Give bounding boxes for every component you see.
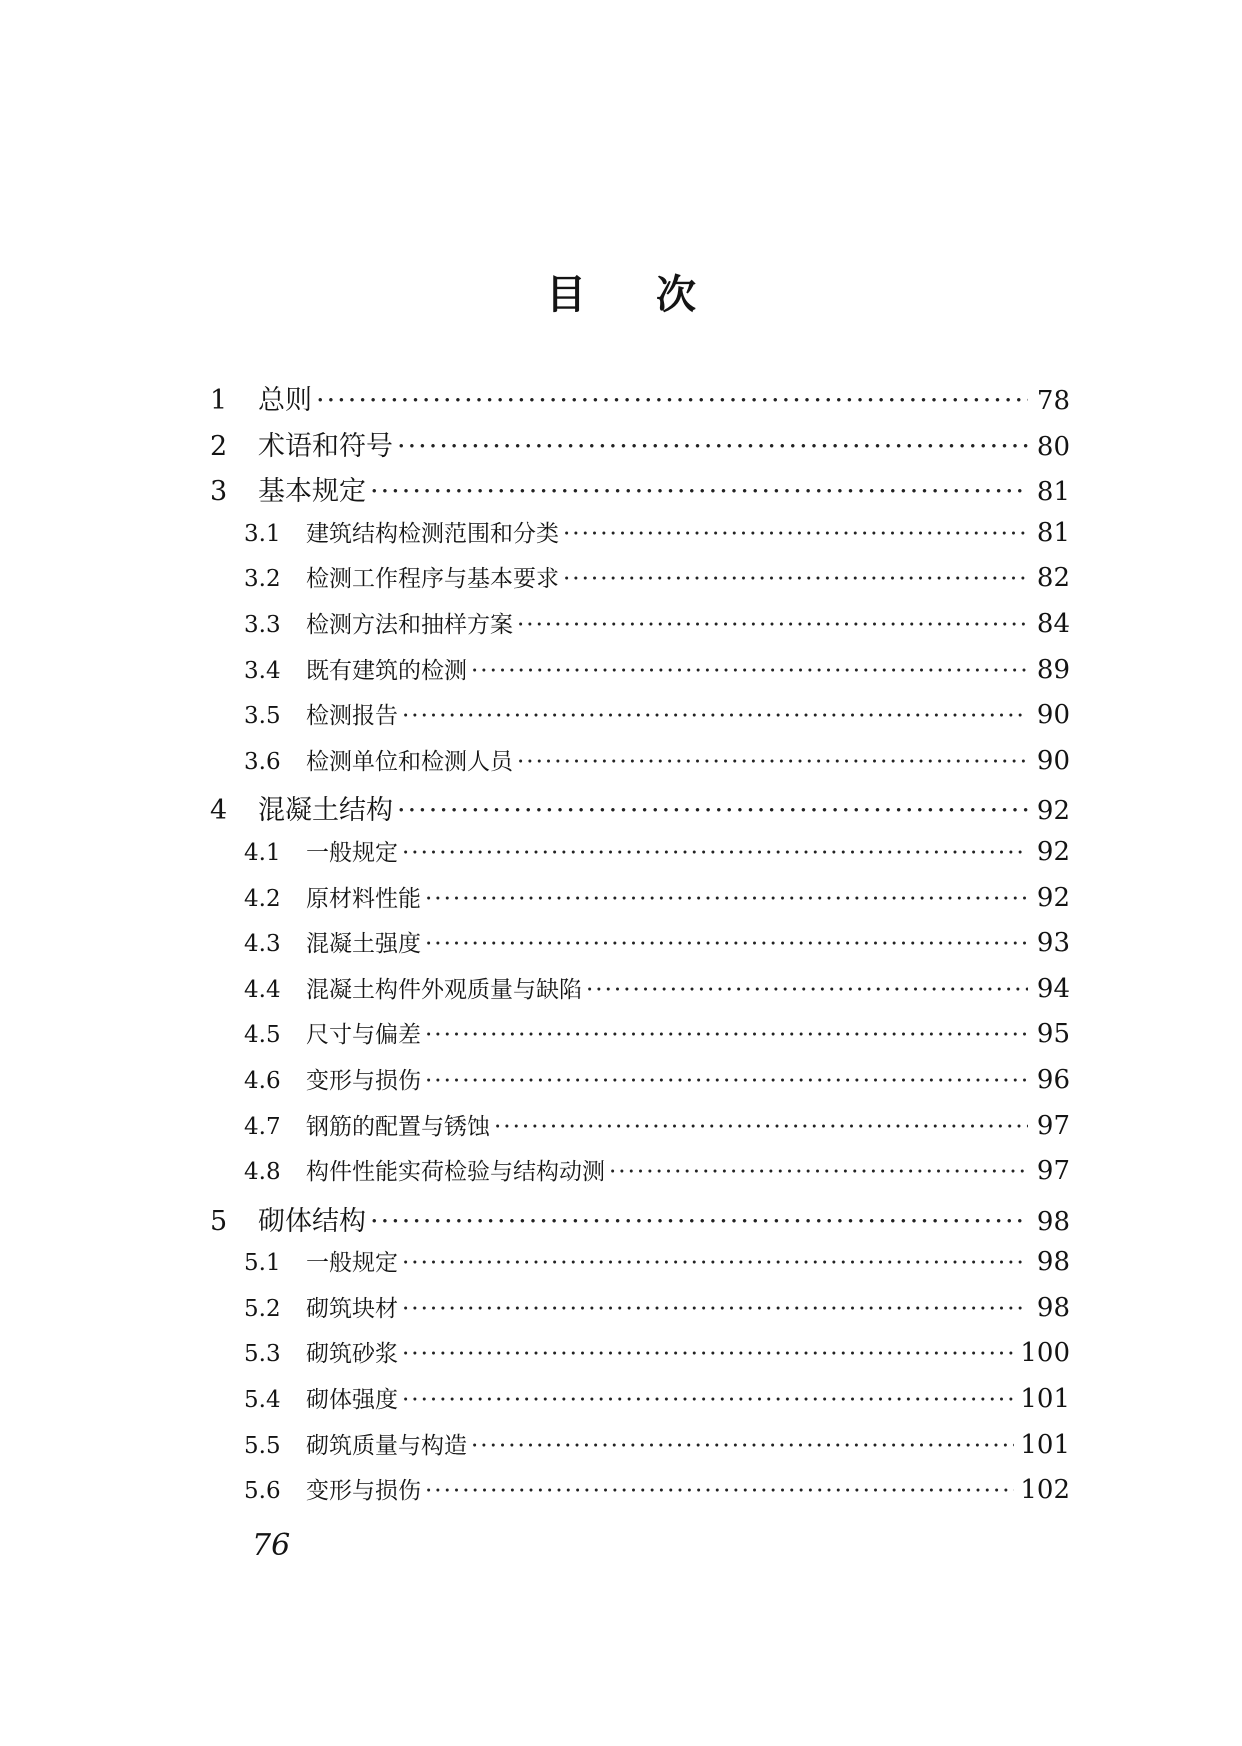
toc-number: 4 bbox=[210, 795, 228, 827]
page-title: 目次 bbox=[546, 270, 766, 318]
dot-leader bbox=[425, 1022, 1028, 1048]
table-of-contents bbox=[210, 378, 1070, 1518]
dot-leader bbox=[402, 703, 1028, 729]
toc-page-number: 89 bbox=[1036, 654, 1070, 685]
toc-section[interactable] bbox=[210, 1016, 1070, 1062]
toc-number: 5.2 bbox=[244, 1295, 281, 1322]
toc-label: 混凝土强度 bbox=[306, 931, 421, 958]
toc-section[interactable] bbox=[210, 1381, 1070, 1427]
toc-page-number: 97 bbox=[1036, 1110, 1070, 1141]
dot-leader bbox=[471, 1433, 1014, 1459]
toc-page-number: 94 bbox=[1036, 973, 1070, 1004]
toc-page-number: 102 bbox=[1020, 1475, 1070, 1506]
dot-leader bbox=[402, 840, 1028, 866]
dot-leader bbox=[402, 1250, 1028, 1276]
dot-leader bbox=[563, 566, 1028, 592]
toc-section[interactable] bbox=[210, 606, 1070, 652]
toc-number: 1 bbox=[210, 385, 228, 416]
toc-page-number: 92 bbox=[1036, 836, 1070, 867]
toc-number: 4.4 bbox=[244, 976, 281, 1003]
dot-leader bbox=[370, 476, 1028, 507]
toc-number: 5.3 bbox=[244, 1341, 281, 1368]
toc-number: 5.4 bbox=[244, 1387, 281, 1414]
toc-chapter[interactable] bbox=[210, 424, 1070, 470]
dot-leader bbox=[425, 1068, 1028, 1094]
toc-number: 5.1 bbox=[244, 1250, 281, 1277]
dot-leader bbox=[397, 431, 1028, 462]
toc-page-number: 98 bbox=[1036, 1292, 1070, 1323]
toc-section[interactable] bbox=[210, 697, 1070, 743]
toc-page-number: 100 bbox=[1020, 1338, 1070, 1369]
toc-section[interactable] bbox=[210, 971, 1070, 1017]
toc-page-number: 92 bbox=[1036, 882, 1070, 913]
toc-section[interactable] bbox=[210, 880, 1070, 926]
toc-number: 3.2 bbox=[244, 566, 281, 593]
dot-leader bbox=[402, 1387, 1014, 1413]
toc-label: 砌体强度 bbox=[306, 1387, 398, 1414]
dot-leader bbox=[609, 1159, 1028, 1185]
toc-page-number: 92 bbox=[1036, 796, 1070, 827]
toc-page-number: 90 bbox=[1036, 745, 1070, 776]
toc-label: 混凝土构件外观质量与缺陷 bbox=[306, 976, 582, 1003]
toc-page-number: 101 bbox=[1020, 1429, 1070, 1460]
toc-page-number: 98 bbox=[1036, 1206, 1070, 1237]
dot-leader bbox=[563, 521, 1028, 547]
dot-leader bbox=[517, 749, 1028, 775]
toc-number: 4.6 bbox=[244, 1067, 281, 1094]
toc-number: 4.1 bbox=[244, 839, 281, 866]
dot-leader bbox=[402, 1296, 1028, 1322]
dot-leader bbox=[425, 886, 1028, 912]
toc-number: 3.4 bbox=[244, 657, 281, 684]
toc-label: 检测工作程序与基本要求 bbox=[306, 566, 559, 593]
toc-section[interactable] bbox=[210, 1244, 1070, 1290]
toc-number: 3.1 bbox=[244, 520, 281, 547]
toc-label: 尺寸与偏差 bbox=[306, 1022, 421, 1049]
toc-label: 构件性能实荷检验与结构动测 bbox=[306, 1159, 605, 1186]
toc-label: 既有建筑的检测 bbox=[306, 657, 467, 684]
toc-section[interactable] bbox=[210, 560, 1070, 606]
toc-label: 检测报告 bbox=[306, 703, 398, 730]
toc-section[interactable] bbox=[210, 743, 1070, 789]
toc-section[interactable] bbox=[210, 1108, 1070, 1154]
toc-label: 一般规定 bbox=[306, 839, 398, 866]
toc-label: 砌筑砂浆 bbox=[306, 1341, 398, 1368]
dot-leader bbox=[425, 1478, 1014, 1504]
toc-number: 4.2 bbox=[244, 885, 281, 912]
toc-number: 4.8 bbox=[244, 1159, 281, 1186]
toc-number: 3.3 bbox=[244, 611, 281, 638]
toc-number: 5.6 bbox=[244, 1478, 281, 1505]
toc-chapter[interactable] bbox=[210, 1199, 1070, 1245]
toc-section[interactable] bbox=[210, 515, 1070, 561]
toc-label: 一般规定 bbox=[306, 1250, 398, 1277]
toc-label: 砌体结构 bbox=[258, 1205, 366, 1237]
toc-section[interactable] bbox=[210, 1472, 1070, 1518]
toc-label: 原材料性能 bbox=[306, 885, 421, 912]
toc-number: 2 bbox=[210, 430, 228, 462]
toc-page-number: 93 bbox=[1036, 928, 1070, 959]
toc-number: 4.5 bbox=[244, 1022, 281, 1049]
toc-label: 总则 bbox=[258, 385, 312, 416]
toc-label: 检测单位和检测人员 bbox=[306, 748, 513, 775]
toc-page-number: 80 bbox=[1036, 431, 1070, 462]
toc-page-number: 90 bbox=[1036, 700, 1070, 731]
toc-section[interactable] bbox=[210, 1427, 1070, 1473]
dot-leader bbox=[586, 977, 1028, 1003]
toc-label: 术语和符号 bbox=[258, 430, 393, 462]
toc-number: 3.6 bbox=[244, 748, 281, 775]
toc-chapter[interactable] bbox=[210, 788, 1070, 834]
toc-section[interactable] bbox=[210, 1335, 1070, 1381]
toc-section[interactable] bbox=[210, 1153, 1070, 1199]
toc-label: 建筑结构检测范围和分类 bbox=[306, 520, 559, 547]
toc-page-number: 95 bbox=[1036, 1019, 1070, 1050]
toc-chapter[interactable] bbox=[210, 469, 1070, 515]
dot-leader bbox=[316, 385, 1028, 416]
toc-chapter[interactable] bbox=[210, 378, 1070, 424]
dot-leader bbox=[370, 1206, 1028, 1237]
toc-section[interactable] bbox=[210, 652, 1070, 698]
toc-section[interactable] bbox=[210, 1290, 1070, 1336]
toc-page-number: 78 bbox=[1036, 386, 1070, 416]
toc-page-number: 96 bbox=[1036, 1064, 1070, 1095]
page-number: 76 bbox=[252, 1528, 291, 1563]
toc-section[interactable] bbox=[210, 1062, 1070, 1108]
toc-label: 变形与损伤 bbox=[306, 1067, 421, 1094]
toc-page-number: 101 bbox=[1020, 1384, 1070, 1415]
toc-section[interactable] bbox=[210, 834, 1070, 880]
dot-leader bbox=[402, 1341, 1014, 1367]
toc-number: 4.3 bbox=[244, 931, 281, 958]
toc-label: 检测方法和抽样方案 bbox=[306, 611, 513, 638]
dot-leader bbox=[425, 931, 1028, 957]
toc-label: 基本规定 bbox=[258, 476, 366, 508]
toc-page-number: 84 bbox=[1036, 608, 1070, 639]
toc-page-number: 97 bbox=[1036, 1156, 1070, 1187]
dot-leader bbox=[517, 612, 1028, 638]
toc-number: 3.5 bbox=[244, 703, 281, 730]
toc-page-number: 81 bbox=[1036, 477, 1070, 508]
dot-leader bbox=[397, 795, 1028, 826]
toc-label: 砌筑质量与构造 bbox=[306, 1432, 467, 1459]
toc-number: 4.7 bbox=[244, 1113, 281, 1140]
toc-number: 5.5 bbox=[244, 1432, 281, 1459]
dot-leader bbox=[494, 1114, 1028, 1140]
toc-page-number: 81 bbox=[1036, 517, 1070, 548]
toc-section[interactable] bbox=[210, 925, 1070, 971]
toc-number: 5 bbox=[210, 1205, 228, 1237]
toc-label: 混凝土结构 bbox=[258, 795, 393, 827]
toc-label: 砌筑块材 bbox=[306, 1295, 398, 1322]
toc-page-number: 82 bbox=[1036, 563, 1070, 594]
toc-label: 钢筋的配置与锈蚀 bbox=[306, 1113, 490, 1140]
toc-label: 变形与损伤 bbox=[306, 1478, 421, 1505]
dot-leader bbox=[471, 658, 1028, 684]
toc-number: 3 bbox=[210, 476, 228, 508]
toc-page-number: 98 bbox=[1036, 1247, 1070, 1278]
